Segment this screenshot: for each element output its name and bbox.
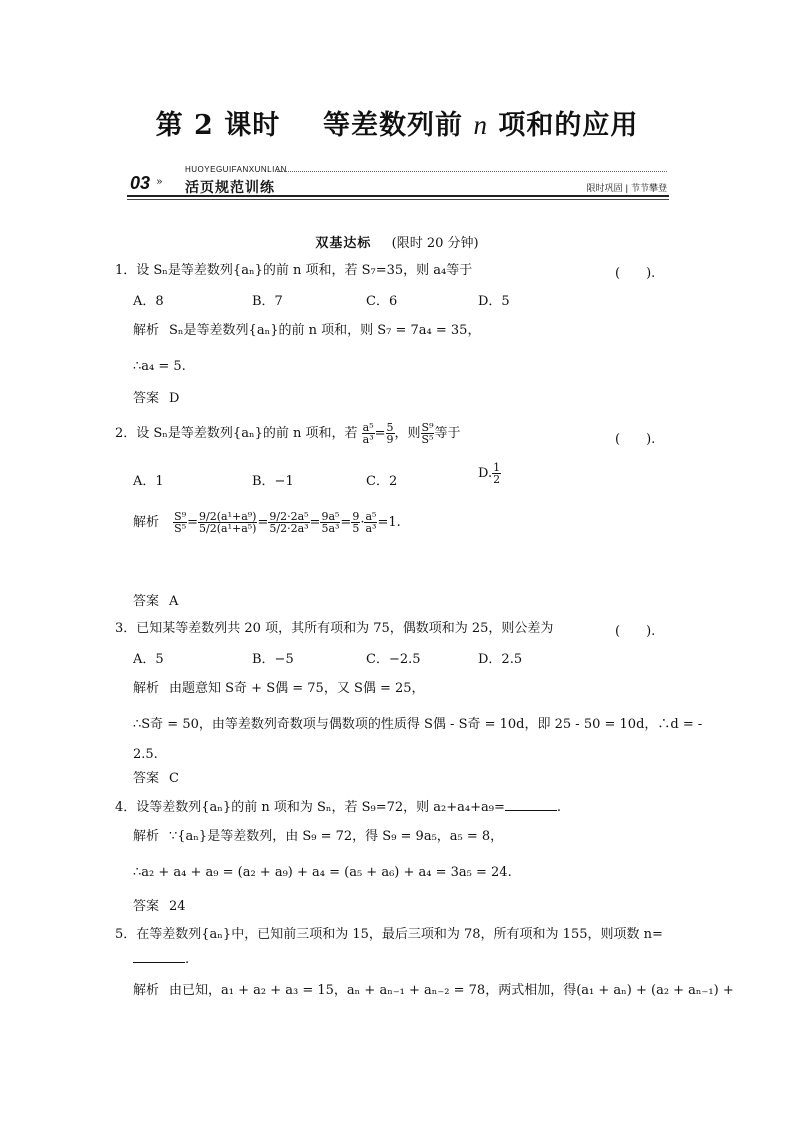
answer-label: 答案 (133, 771, 160, 786)
q1-analysis-text-1: Sₙ是等差数列{aₙ}的前 n 项和，则 S₇ = 7a₄ = 35， (169, 323, 481, 338)
q3-option-a: A．5 (133, 652, 164, 667)
answer-label: 答案 (133, 899, 160, 914)
section-title: 双基达标 (315, 236, 372, 251)
q2-a-f3-bottom: 5a³ (321, 522, 340, 535)
q5-stem: 5．在等差数列{aₙ}中，已知前三项和为 15，最后三项和为 78，所有项和为 155，则项数 n= (115, 927, 663, 942)
q2-a-big1-bottom: 5/2(a¹+a⁵) (199, 522, 257, 535)
title-prefix: 第 2 课时 (155, 110, 281, 141)
q3-answer (133, 770, 179, 788)
q2-a-f4-bottom: 5 (352, 522, 360, 535)
banner-right: 限时巩固 | 节节攀登 (586, 183, 667, 193)
q2-frac-top: a⁵ (362, 421, 374, 434)
q2-stem (115, 422, 461, 445)
q4-stem-end: . (556, 800, 562, 815)
q2-target-bottom: S⁵ (421, 433, 434, 446)
q2-a-f4 (351, 511, 360, 534)
q2-a-f3 (320, 511, 340, 534)
q4-analysis-1 (133, 828, 503, 846)
q4-answer-value: 24 (169, 899, 186, 914)
q2-a-big2-bottom: 5/2·2a³ (269, 522, 309, 535)
banner-rule-thin (127, 199, 669, 200)
banner-right-a: 限时巩固 (586, 183, 623, 193)
q2-ratio-frac (362, 422, 375, 445)
q3-analysis-2: ∴S奇 = 50，由等差数列奇数项与偶数项的性质得 S偶 - S奇 = 10d，即 25 - 50 = 10d，∴d = - (133, 717, 703, 732)
q1-analysis-2: ∴a₄ = 5. (133, 359, 186, 374)
banner-number: 03 (130, 173, 151, 193)
q1-stem: 1．设 Sₙ是等差数列{aₙ}的前 n 项和，若 S₇=35，则 a₄等于 (115, 263, 473, 278)
q1-option-b: B．7 (252, 294, 283, 309)
q3-option-b: B．−5 (252, 652, 294, 667)
q2-value-bottom: 9 (386, 433, 394, 446)
analysis-label: 解析 (133, 829, 160, 844)
q2-option-d-label: D. (478, 466, 493, 481)
q5-analysis-1 (133, 982, 734, 1000)
banner-rule-thick (127, 195, 669, 197)
analysis-label: 解析 (133, 323, 160, 338)
q2-frac-bottom: a³ (362, 433, 374, 446)
q2-a-big2 (268, 511, 309, 534)
q5-answer-blank[interactable] (133, 950, 185, 963)
q2-stem-b: ，则 (394, 426, 421, 441)
q3-option-c: C．−2.5 (366, 652, 421, 667)
q2-value-top: 5 (386, 421, 394, 434)
q2-option-b: B．−1 (252, 474, 294, 489)
q2-option-d-frac (492, 462, 501, 485)
banner-right-b: 节节攀登 (630, 183, 667, 193)
q2-a-f5-bottom: a³ (365, 522, 377, 535)
page-title (0, 103, 794, 142)
answer-label: 答案 (133, 391, 160, 406)
q3-option-d: D．2.5 (478, 652, 523, 667)
q2-optd-top: 1 (493, 461, 501, 474)
q2-a-lhs-bottom: S⁵ (174, 522, 187, 535)
section-heading (0, 232, 794, 251)
q2-a-f5 (364, 511, 377, 534)
q4-answer (133, 898, 186, 916)
analysis-label: 解析 (133, 681, 160, 696)
q2-value-frac (386, 422, 395, 445)
q2-option-c: C．2 (366, 474, 398, 489)
q3-answer-value: C (169, 771, 179, 786)
q1-paren: ( ). (615, 266, 656, 281)
q4-analysis-2: ∴a₂ + a₄ + a₉ = (a₂ + a₉) + a₄ = (a₅ + a₆) + a₄ = 3a₅ = 24. (133, 865, 512, 880)
title-main-a: 等差数列前 (323, 110, 464, 141)
q2-a-lhs (173, 511, 187, 534)
q2-answer (133, 593, 178, 611)
q1-analysis-1 (133, 322, 480, 340)
q2-analysis: 解析 $\frac{\text{S⁹}}{\text{S⁵}}$ = $\frac{\text{9/2(a¹+a⁹)}}{\text{5/2(a¹+a⁵)}}$ = $\frac{\text{9/2·2a⁵}}{\text{5/2·2a³}}$ = $\frac{\text{9a⁵}}{\text{5a³}}$ = $\frac{9}{5}$ · $\frac{\text{a⁵}}{\text{a³}}$ =1. (133, 510, 401, 535)
q2-answer-value: A (169, 594, 179, 609)
q2-a-lhs-top: S⁹ (174, 510, 187, 523)
q3-paren: ( ). (615, 624, 656, 639)
banner-dotted-rule (277, 171, 667, 172)
analysis-label: 解析 (133, 515, 160, 530)
q1-option-a: A．8 (133, 294, 164, 309)
q2-target-top: S⁹ (421, 421, 434, 434)
q2-eq: = (374, 426, 386, 441)
q3-analysis-1 (133, 680, 425, 698)
q2-a-big1-top: 9/2(a¹+a⁹) (199, 510, 257, 523)
q1-option-d: D．5 (478, 294, 510, 309)
q2-a-f5-top: a⁵ (365, 510, 377, 523)
q3-analysis-text-1: 由题意知 S奇 + S偶 = 75，又 S偶 = 25， (169, 681, 425, 696)
banner-pinyin: HUOYEGUIFANXUNLIAN (185, 165, 287, 174)
q2-stem-a: 2．设 Sₙ是等差数列{aₙ}的前 n 项和，若 (115, 426, 358, 441)
q5-analysis-text-1: 由已知，a₁ + a₂ + a₃ = 15，aₙ + aₙ₋₁ + aₙ₋₂ = 78，两式相加，得(a₁ + aₙ) + (a₂ + aₙ₋₁) + (169, 983, 734, 998)
q1-option-c: C．6 (366, 294, 398, 309)
q4-stem (115, 798, 561, 817)
q4-answer-blank[interactable] (505, 798, 557, 811)
title-var: n (473, 110, 488, 140)
section-banner (127, 165, 669, 201)
banner-title: 活页规范训练 (185, 179, 275, 195)
q4-analysis-text-1: ∵{aₙ}是等差数列，由 S₉ = 72，得 S₉ = 9a₅，a₅ = 8， (169, 829, 504, 844)
q2-paren: ( ). (615, 432, 656, 447)
q1-answer-value: D (169, 391, 180, 406)
q2-a-end: =1. (377, 515, 401, 530)
q5-blank-line (133, 950, 189, 969)
q2-stem-c: 等于 (434, 426, 461, 441)
q4-stem-text: 4．设等差数列{aₙ}的前 n 项和为 Sₙ，若 S₉=72，则 a₂+a₄+a₉= (115, 800, 505, 815)
q1-answer (133, 390, 179, 408)
q2-option-d (478, 462, 501, 485)
q2-target-frac (421, 422, 435, 445)
q5-stem-end: . (185, 952, 190, 967)
q2-a-big1 (198, 511, 257, 534)
q2-a-f3-top: 9a⁵ (321, 510, 340, 523)
q3-stem: 3．已知某等差数列共 20 项，其所有项和为 75，偶数项和为 25，则公差为 (115, 621, 554, 636)
section-note: (限时 20 分钟) (391, 236, 479, 251)
analysis-label: 解析 (133, 983, 160, 998)
double-chevron-icon: » (156, 175, 163, 188)
q2-a-big2-top: 9/2·2a⁵ (269, 510, 309, 523)
q2-optd-bottom: 2 (493, 473, 501, 486)
answer-label: 答案 (133, 594, 160, 609)
q3-analysis-3: 2.5. (133, 747, 158, 762)
title-main-b: 项和的应用 (498, 110, 639, 141)
q2-a-f4-top: 9 (352, 510, 360, 523)
q2-option-a: A．1 (133, 474, 164, 489)
